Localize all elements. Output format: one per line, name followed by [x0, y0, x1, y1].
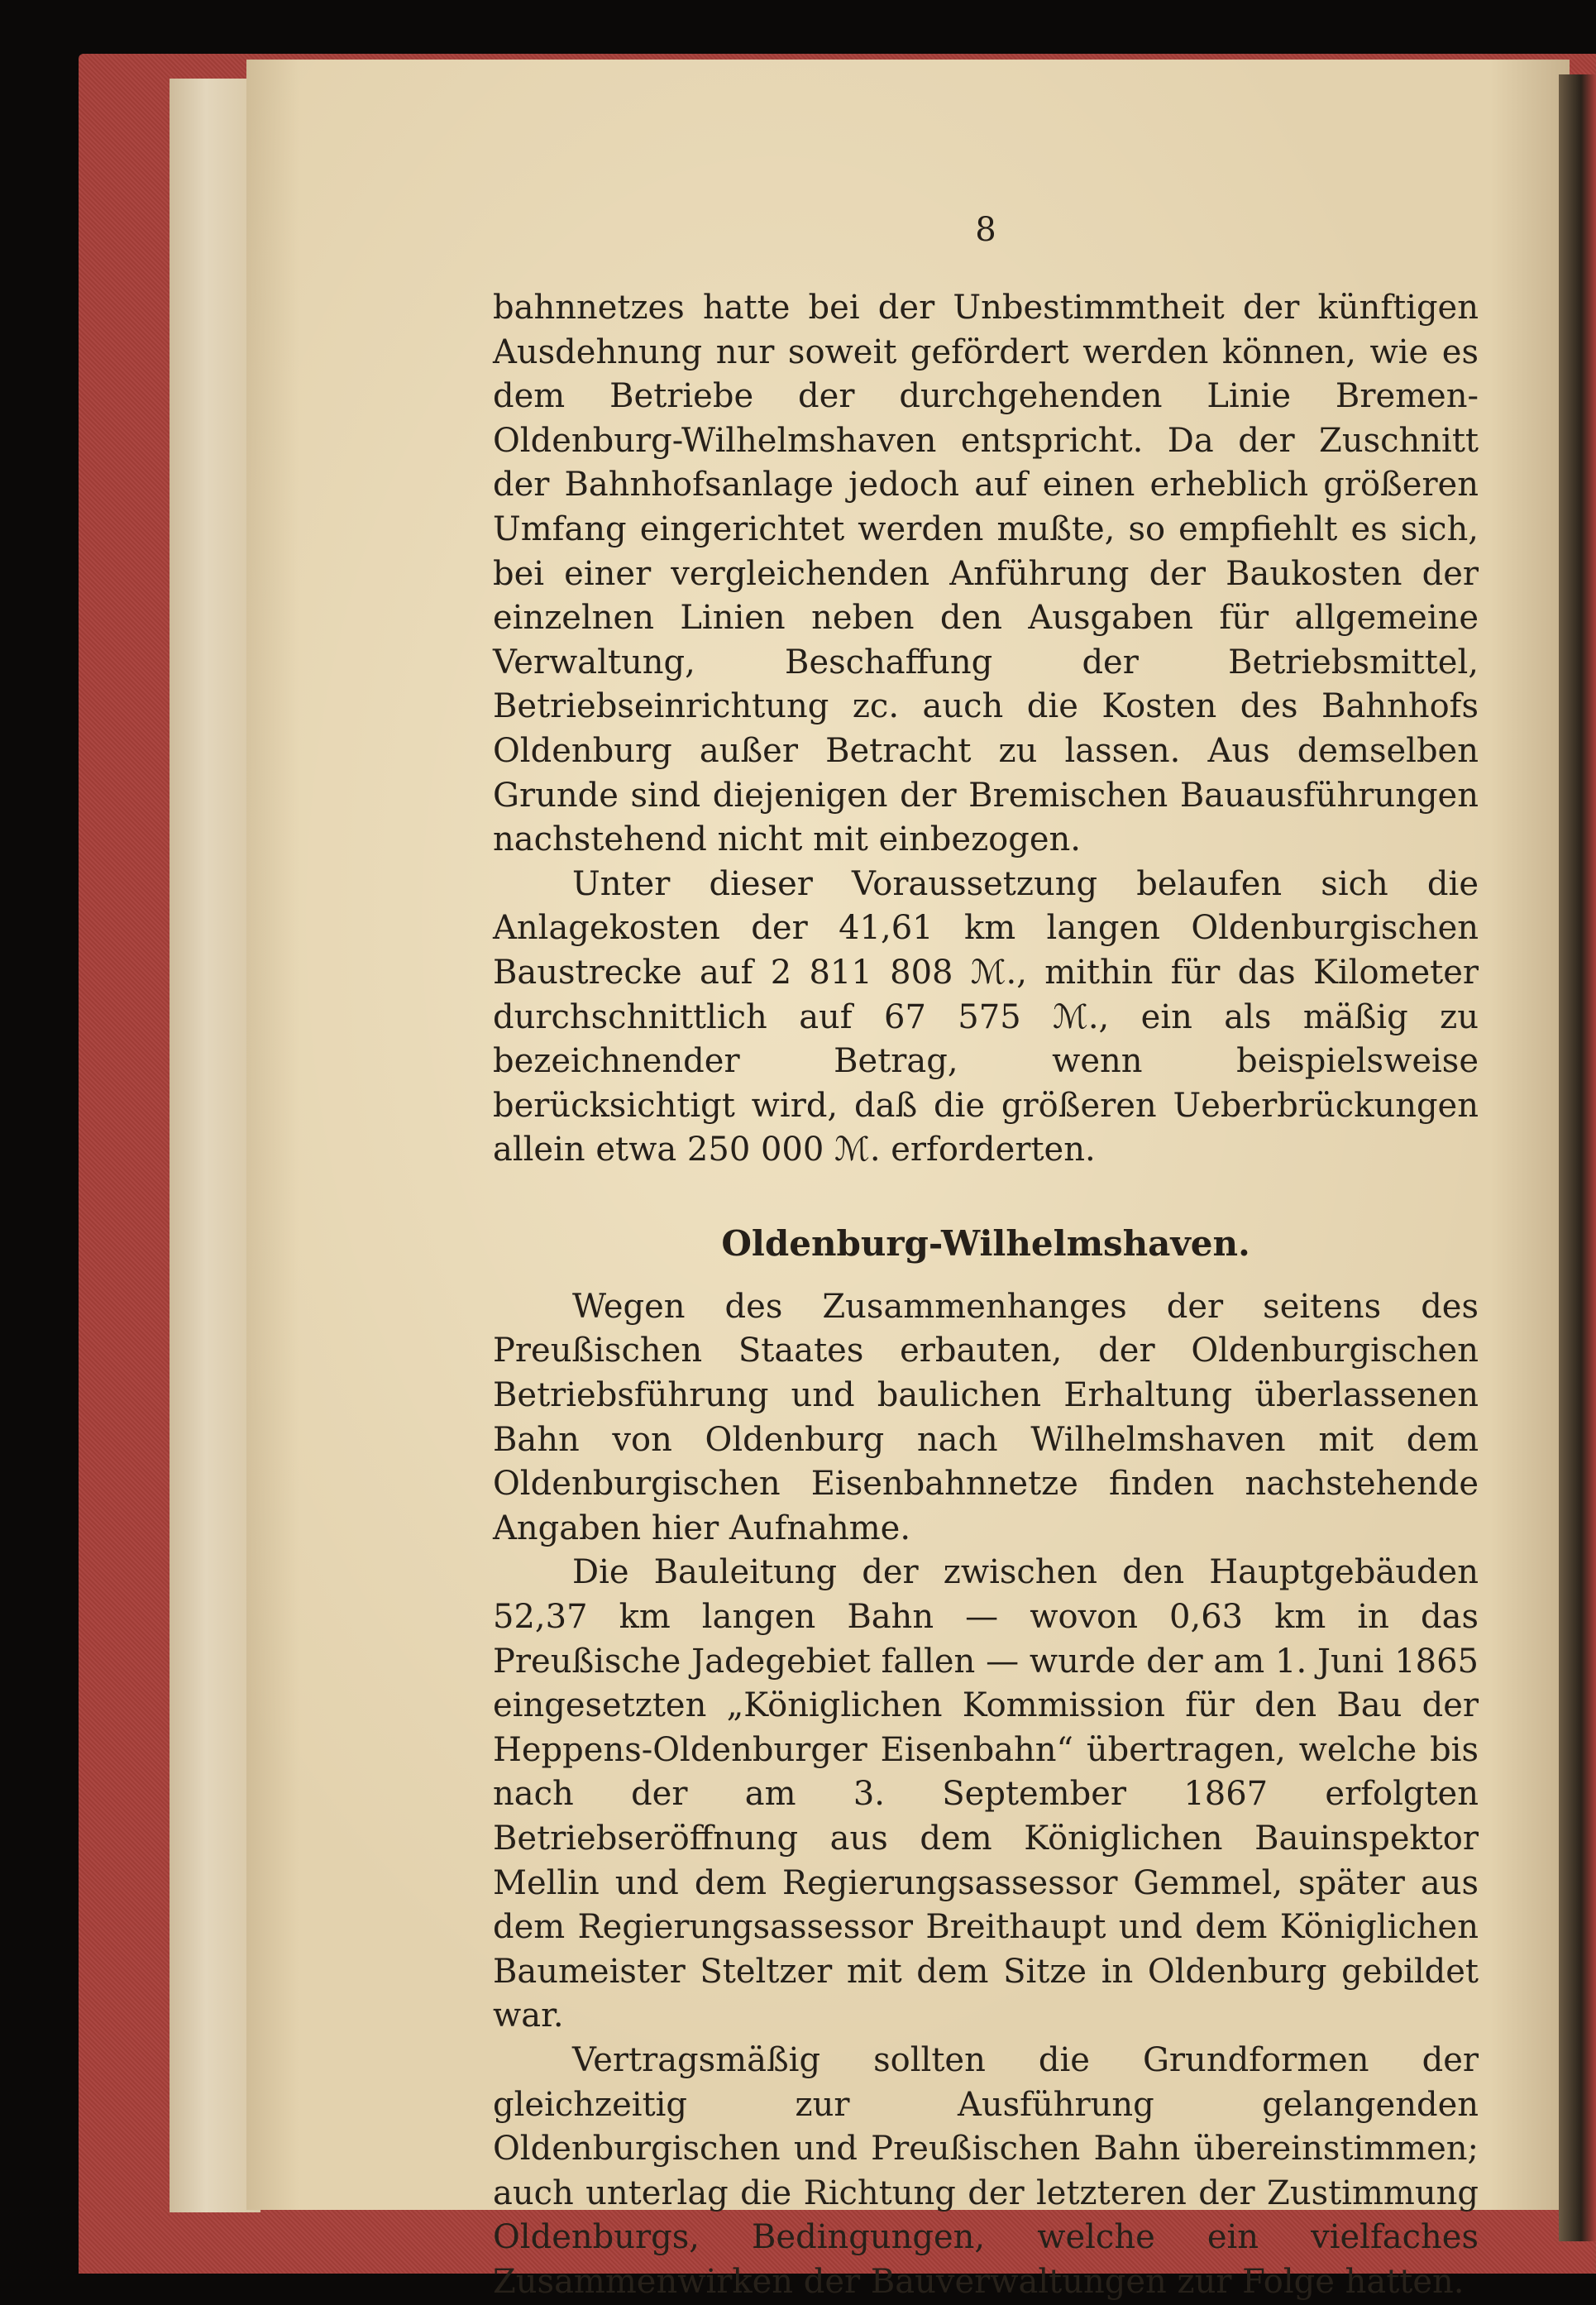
paragraph: Vertragsmäßig sollten die Grundformen der gleichzeitig zur Ausführung gelangenden Oldenburgischen und Preußischen Bahn übereinstimmen; auch unterlag die Richtung der letzteren der Zustimmung Oldenburgs, Bedingungen, welche ein vielfaches Zusammenwirken der Bauverwaltungen zur Folge hatten. — [493, 2040, 1479, 2301]
page-text-block — [493, 207, 1479, 2305]
paragraph: Unter dieser Voraussetzung belaufen sich die Anlagekosten der 41,61 km langen Oldenburgischen Baustrecke auf 2 811 808 ℳ., mithin für das Kilometer durchschnittlich auf 67 575 ℳ., ein als mäßig zu bezeichnender Betrag, wenn beispielsweise berücksichtigt wird, daß die größeren Ueberbrückungen allein etwa 250 000 ℳ. erforderten. — [493, 864, 1479, 1169]
paragraph: Wegen des Zusammenhanges der seitens des Preußischen Staates erbauten, der Oldenburgischen Betriebsführung und baulichen Erhaltung überlassenen Bahn von Oldenburg nach Wilhelmshaven mit dem Oldenburgischen Eisenbahnnetze finden nachstehende Angaben hier Aufnahme. — [493, 1287, 1479, 1547]
book-gutter — [1559, 74, 1596, 2241]
section-heading: Oldenburg-Wilhelmshaven. — [721, 1222, 1250, 1264]
page-number: 8 — [975, 211, 996, 249]
paragraph: bahnnetzes hatte bei der Unbestimmtheit der künftigen Ausdehnung nur soweit gefördert werden können, wie es dem Betriebe der durchgehenden Linie Bremen-Oldenburg-Wilhelmshaven entspricht. Da der Zuschnitt der Bahnhofsanlage jedoch auf einen erheblich größeren Umfang eingerichtet werden mußte, so empfiehlt es sich, bei einer vergleichenden Anführung der Baukosten der einzelnen Linien neben den Ausgaben für allgemeine Verwaltung, Beschaffung der Betriebsmittel, Betriebseinrichtung zc. auch die Kosten des Bahnhofs Oldenburg außer Betracht zu lassen. Aus demselben Grunde sind diejenigen der Bremischen Bauausführungen nachstehend nicht mit einbezogen. — [493, 289, 1479, 859]
paragraph: Die Bauleitung der zwischen den Hauptgebäuden 52,37 km langen Bahn — wovon 0,63 km in das Preußische Jadegebiet fallen — wurde der am 1. Juni 1865 eingesetzten „Königlichen Kommission für den Bau der Heppens-Oldenburger Eisenbahn“ übertragen, welche bis nach der am 3. September 1867 erfolgten Betriebseröffnung aus dem Königlichen Bauinspektor Mellin und dem Regierungsassessor Gemmel, später aus dem Regierungsassessor Breithaupt und dem Königlichen Baumeister Steltzer mit dem Sitze in Oldenburg gebildet war. — [493, 1553, 1479, 2035]
